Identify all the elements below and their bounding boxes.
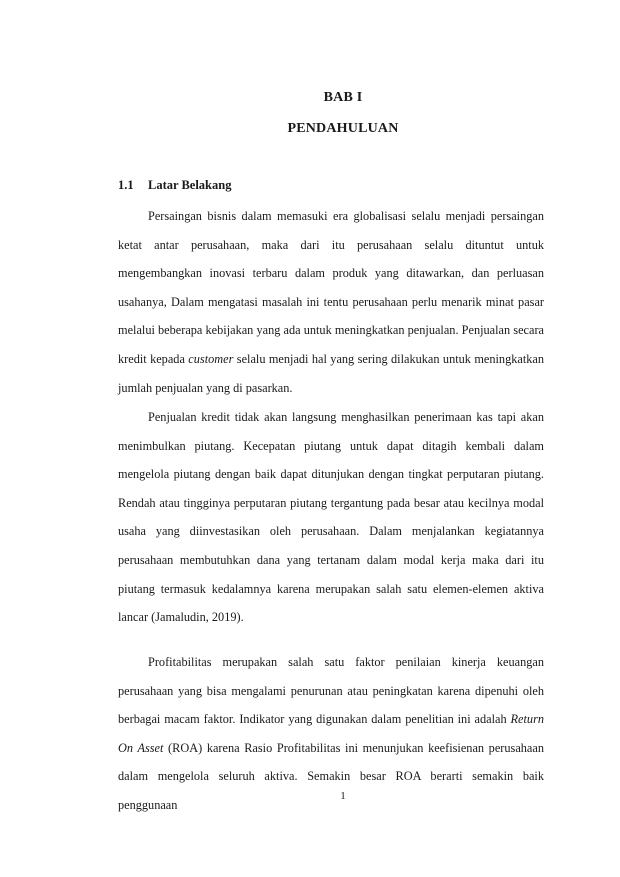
section-heading (118, 178, 231, 193)
page-number: 1 (340, 790, 346, 802)
section-number: 1.1 (118, 178, 134, 192)
paragraph-3-text-b: (ROA) karena Rasio Profitabilitas ini menunjukan keefisienan perusahaan dalam mengelola seluruh aktiva. Semakin besar ROA berarti semakin baik penggunaan (118, 740, 544, 812)
chapter-title: PENDAHULUAN (287, 121, 399, 136)
paragraph-2 (118, 403, 544, 632)
paragraph-3-text-a: Profitabilitas merupakan salah satu faktor penilaian kinerja keuangan perusahaan yang bisa mengalami penurunan atau peningkatan karena dipenuhi oleh berbagai macam faktor. Indikator yang digunakan dalam penelitian ini adalah (118, 655, 544, 727)
paragraph-1 (118, 202, 544, 402)
paragraph-1-text-a: Persaingan bisnis dalam memasuki era globalisasi selalu menjadi persaingan ketat antar perusahaan, maka dari itu perusahaan selalu dituntut untuk mengembangkan inovasi terbaru dalam produk yang ditawarkan, dan perluasan usahanya, Dalam mengatasi masalah ini tentu perusahaan perlu menarik minat pasar melalui beberapa kebijakan yang ada untuk meningkatkan penjualan. Penjualan secara kredit kepada (118, 209, 544, 366)
section-title: Latar Belakang (148, 178, 232, 192)
paragraph-1-text-b: selalu menjadi hal yang sering dilakukan untuk meningkatkan jumlah penjualan yang di pasarkan. (118, 351, 544, 395)
paragraph-2-text: Penjualan kredit tidak akan langsung menghasilkan penerimaan kas tapi akan menimbulkan piutang. Kecepatan piutang untuk dapat ditagih kembali dalam mengelola piutang dengan baik dapat ditunjukan dengan tingkat perputaran piutang. Rendah atau tingginya perputaran piutang tergantung pada besar atau kecilnya modal usaha yang diinvestasikan oleh perusahaan. Dalam menjalankan kegiatannya perusahaan membutuhkan dana yang tertanam dalam modal kerja maka dari itu piutang termasuk kedalamnya karena merupakan salah satu elemen-elemen aktiva lancar (Jamaludin, 2019). (118, 410, 544, 625)
paragraph-3-italic: Return On Asset (118, 712, 544, 755)
paragraph-1-italic: customer (188, 351, 234, 366)
chapter-number: BAB I (323, 90, 363, 105)
